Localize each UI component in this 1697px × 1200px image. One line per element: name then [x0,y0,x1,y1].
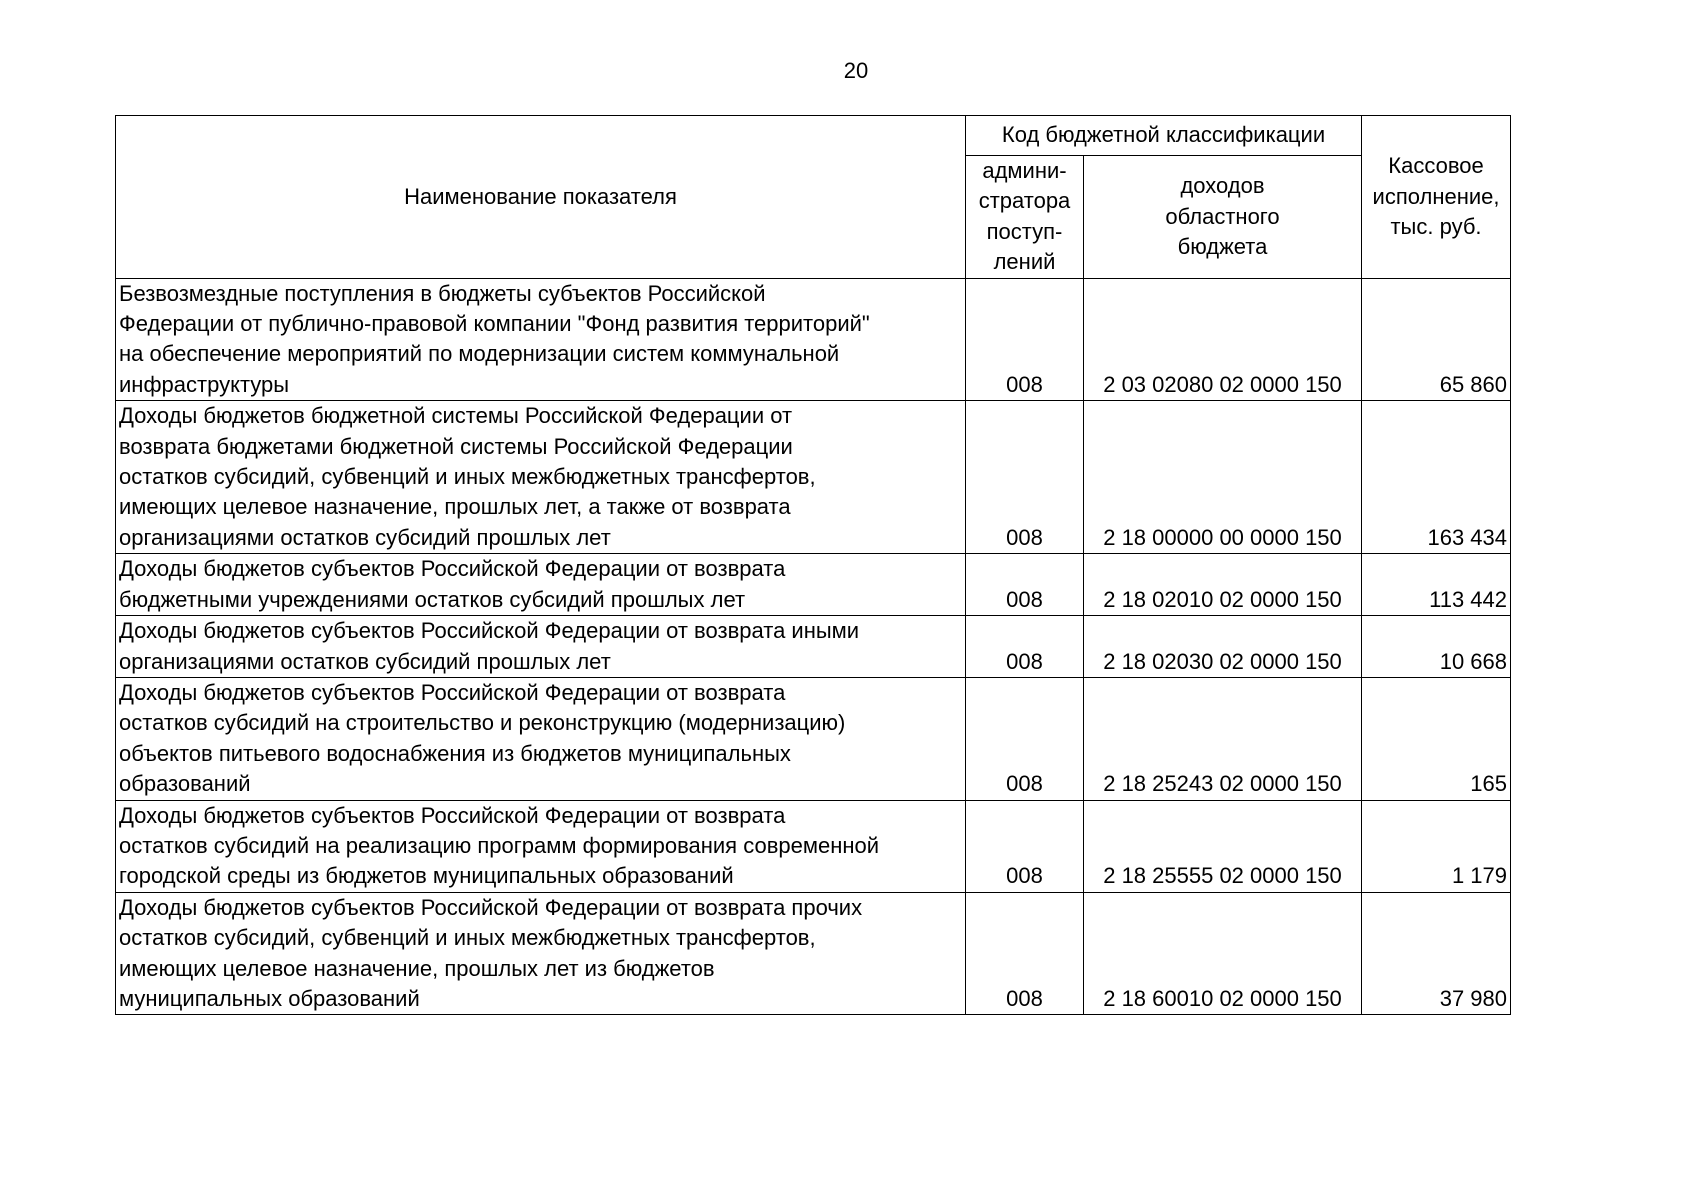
header-indicator-name: Наименование показателя [116,116,966,279]
amount-cell: 1 179 [1362,800,1511,892]
header-classification-code: Код бюджетной классификации [966,116,1362,156]
revenue-code-cell: 2 18 25555 02 0000 150 [1084,800,1362,892]
admin-code-cell: 008 [966,800,1084,892]
budget-revenue-table [115,115,1511,1015]
page-number: 20 [843,58,869,83]
table-row [116,892,1511,1015]
revenue-code-cell: 2 18 60010 02 0000 150 [1084,892,1362,1015]
indicator-name-cell: Безвозмездные поступления в бюджеты субъектов Российской Федерации от публично-правовой компании "Фонд развития территорий" на обеспечение мероприятий по модернизации систем коммунальной инфраструктуры [116,278,966,401]
amount-cell: 163 434 [1362,401,1511,554]
indicator-name-cell: Доходы бюджетов субъектов Российской Федерации от возврата бюджетными учреждениями остатков субсидий прошлых лет [116,554,966,616]
header-revenue-code: доходов областного бюджета [1084,156,1362,279]
table-row [116,401,1511,554]
indicator-name-cell: Доходы бюджетов субъектов Российской Федерации от возврата остатков субсидий на строительство и реконструкцию (модернизацию) объектов питьевого водоснабжения из бюджетов муниципальных образований [116,677,966,800]
admin-code-cell: 008 [966,554,1084,616]
admin-code-cell: 008 [966,278,1084,401]
revenue-code-cell: 2 18 00000 00 0000 150 [1084,401,1362,554]
table-row [116,800,1511,892]
revenue-code-cell: 2 18 02010 02 0000 150 [1084,554,1362,616]
amount-cell: 113 442 [1362,554,1511,616]
admin-code-cell: 008 [966,616,1084,678]
indicator-name-cell: Доходы бюджетов субъектов Российской Федерации от возврата прочих остатков субсидий, субвенций и иных межбюджетных трансфертов, имеющих целевое назначение, прошлых лет из бюджетов муниципальных образований [116,892,966,1015]
revenue-code-cell: 2 18 02030 02 0000 150 [1084,616,1362,678]
admin-code-cell: 008 [966,677,1084,800]
indicator-name-cell: Доходы бюджетов бюджетной системы Российской Федерации от возврата бюджетами бюджетной системы Российской Федерации остатков субсидий, субвенций и иных межбюджетных трансфертов, имеющих целевое назначение, прошлых лет, а также от возврата организациями остатков субсидий прошлых лет [116,401,966,554]
table-row [116,278,1511,401]
revenue-code-cell: 2 18 25243 02 0000 150 [1084,677,1362,800]
revenue-code-cell: 2 03 02080 02 0000 150 [1084,278,1362,401]
amount-cell: 165 [1362,677,1511,800]
amount-cell: 37 980 [1362,892,1511,1015]
admin-code-cell: 008 [966,401,1084,554]
header-row-1 [116,116,1511,156]
indicator-name-cell: Доходы бюджетов субъектов Российской Федерации от возврата остатков субсидий на реализацию программ формирования современной городской среды из бюджетов муниципальных образований [116,800,966,892]
table-row [116,616,1511,678]
table-row [116,677,1511,800]
amount-cell: 10 668 [1362,616,1511,678]
amount-cell: 65 860 [1362,278,1511,401]
header-admin-code: админи- стратора поступ- лений [966,156,1084,279]
header-cash-execution: Кассовое исполнение, тыс. руб. [1362,116,1511,279]
table-row [116,554,1511,616]
admin-code-cell: 008 [966,892,1084,1015]
indicator-name-cell: Доходы бюджетов субъектов Российской Федерации от возврата иными организациями остатков субсидий прошлых лет [116,616,966,678]
